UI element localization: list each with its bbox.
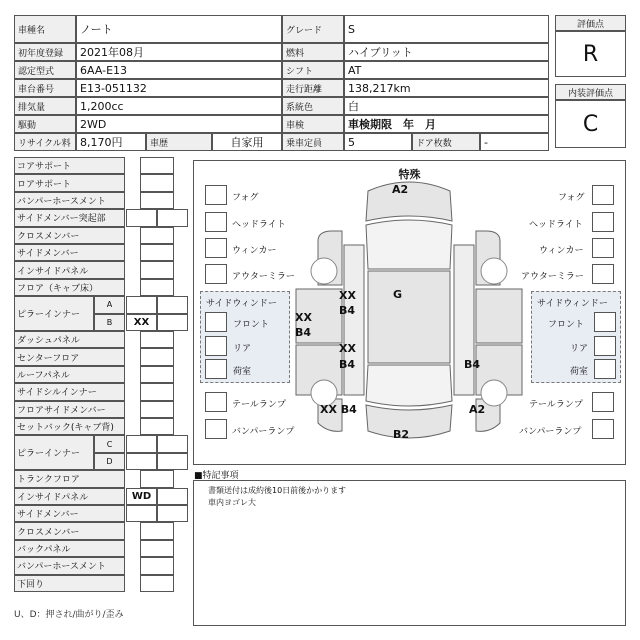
notes-title: ■特記事項: [194, 471, 239, 481]
grade-label: グレード: [282, 15, 344, 43]
drive-value: 2WD: [76, 115, 282, 133]
frame-a-label-7: フロア（キャブ床）: [14, 279, 125, 296]
frame-a-box-1[interactable]: [140, 174, 174, 191]
mileage-value: 138,217km: [344, 79, 549, 97]
recycle-value: 8,170円: [76, 133, 146, 151]
frame-c-label-1: インサイドパネル: [14, 488, 125, 505]
mark-left-fender-xx: XX: [339, 289, 356, 302]
frame-b-label-2: ルーフパネル: [14, 366, 125, 383]
frame-c-box-6[interactable]: [140, 575, 174, 592]
pillar-cd-box-l-1[interactable]: [126, 453, 157, 470]
left-window-rear-label: リア: [233, 344, 252, 354]
drive-label: 駆動: [14, 115, 76, 133]
frame-b-label-3: サイドシルインナー: [14, 383, 125, 400]
frame-b-box-3[interactable]: [140, 383, 174, 400]
frame-a-label-4: クロスメンバー: [14, 227, 125, 244]
right-front-door: [476, 289, 522, 343]
pillar-ab-mark: XX: [133, 316, 150, 328]
doors-label: ドア枚数: [412, 133, 480, 151]
frame-b-box-5[interactable]: [140, 418, 174, 435]
car-type-value: ノート: [76, 15, 282, 43]
right-winker-label: ウィンカー: [539, 246, 584, 256]
shift-label: シフト: [282, 61, 344, 79]
score-label: 評価点: [555, 15, 626, 31]
first-reg-label: 初年度登録: [14, 43, 76, 61]
pillar-cd-sub-1: D: [94, 453, 125, 470]
frame-b-box-2[interactable]: [140, 366, 174, 383]
left-winker-label: ウィンカー: [232, 246, 277, 256]
left-tail-lamp-label: テールランプ: [232, 400, 286, 410]
right-headlight-check[interactable]: [592, 212, 614, 232]
pillar-cd-box-r-0[interactable]: [157, 435, 188, 452]
car-diagram-panel: [193, 160, 626, 465]
left-bumper-lamp-check[interactable]: [205, 419, 227, 439]
model-label: 認定型式: [14, 61, 76, 79]
displacement-value: 1,200cc: [76, 97, 282, 115]
left-tail-lamp-check[interactable]: [205, 392, 227, 412]
frame-b-label-5: セットバック(キャブ背): [14, 418, 125, 435]
left-side-window-title: サイドウィンドー: [206, 299, 277, 309]
pillar-ab-box-r-0[interactable]: [157, 296, 188, 313]
fuel-label: 燃料: [282, 43, 344, 61]
left-bumper-lamp-label: バンパーランプ: [232, 427, 295, 437]
left-side-strip: [344, 245, 364, 395]
color-label: 系統色: [282, 97, 344, 115]
right-window-front-check[interactable]: [594, 312, 616, 332]
left-fog-label: フォグ: [232, 193, 259, 203]
left-winker-check[interactable]: [205, 238, 227, 258]
left-headlight-label: ヘッドライト: [232, 220, 286, 230]
left-front-wheel: [311, 258, 337, 284]
right-side-strip: [454, 245, 474, 395]
capacity-label: 乗車定員: [282, 133, 344, 151]
mark-left-fender-b4: B4: [339, 304, 356, 317]
left-window-cargo-label: 荷室: [233, 367, 252, 377]
frame-a-box-5[interactable]: [140, 244, 174, 261]
frame-c-box-3[interactable]: [140, 522, 174, 539]
right-tail-lamp-check[interactable]: [592, 392, 614, 412]
frame-b-box-1[interactable]: [140, 348, 174, 365]
hood-panel: [366, 182, 452, 221]
frame-c-box-r-1[interactable]: [157, 488, 188, 505]
chassis-label: 車台番号: [14, 79, 76, 97]
right-window-rear-check[interactable]: [594, 336, 616, 356]
right-window-rear-label: リア: [570, 344, 589, 354]
left-window-rear-check[interactable]: [205, 336, 227, 356]
right-fog-label: フォグ: [558, 193, 585, 203]
score-value: R: [555, 31, 626, 77]
pillar-cd-label: ピラーインナー: [14, 435, 94, 470]
car-type-label: 車種名: [14, 15, 76, 43]
notes-box: [193, 480, 626, 626]
frame-c-box-4[interactable]: [140, 540, 174, 557]
right-tail-lamp-label: テールランプ: [529, 400, 583, 410]
frame-b-box-0[interactable]: [140, 331, 174, 348]
notes-line-2: 車内ヨゴレ大: [208, 498, 256, 507]
frame-a-box-6[interactable]: [140, 261, 174, 278]
car-silhouette: [284, 175, 534, 465]
frame-a-box-0[interactable]: [140, 157, 174, 174]
pillar-ab-box-l-0[interactable]: [126, 296, 157, 313]
frame-a-label-2: バンパーホースメント: [14, 192, 125, 209]
diagram-title: 特殊: [398, 168, 421, 181]
first-reg-value: 2021年08月: [76, 43, 282, 61]
frame-c-box-0[interactable]: [140, 470, 174, 487]
left-window-front-check[interactable]: [205, 312, 227, 332]
interior-score-value: C: [555, 100, 626, 148]
frame-b-label-0: ダッシュパネル: [14, 331, 125, 348]
inside-panel-mark: WD: [131, 490, 152, 502]
pillar-cd-box-l-0[interactable]: [126, 435, 157, 452]
displacement-label: 排気量: [14, 97, 76, 115]
history-label: 車歴: [146, 133, 212, 151]
grade-value: S: [344, 15, 549, 43]
legend-text: U、D：押され/曲がり/歪み: [14, 610, 124, 620]
frame-c-label-5: バンパーホースメント: [14, 557, 125, 574]
mark-left-front-door-b4: B4: [295, 326, 312, 339]
frame-c-label-4: バックパネル: [14, 540, 125, 557]
frame-c-label-3: クロスメンバー: [14, 522, 125, 539]
rear-glass: [366, 365, 452, 406]
pillar-ab-sub-0: A: [94, 296, 125, 313]
pillar-ab-sub-1: B: [94, 314, 125, 331]
right-window-cargo-check[interactable]: [594, 359, 616, 379]
mark-rear: B2: [393, 428, 410, 441]
right-bumper-lamp-label: バンパーランプ: [519, 427, 582, 437]
mileage-label: 走行距離: [282, 79, 344, 97]
right-side-window-title: サイドウィンドー: [537, 299, 608, 309]
left-fog-check[interactable]: [205, 185, 227, 205]
mark-right-rear-b4: B4: [464, 358, 481, 371]
frame-a-box-2[interactable]: [140, 192, 174, 209]
right-side-window-group: [531, 291, 621, 383]
left-window-front-label: フロント: [233, 320, 270, 330]
inspection-label: 車検: [282, 115, 344, 133]
right-mirror-check[interactable]: [592, 264, 614, 284]
pillar-cd-sub-0: C: [94, 435, 125, 452]
shift-value: AT: [344, 61, 549, 79]
mark-right-quarter: A2: [469, 403, 486, 416]
frame-a-box-4[interactable]: [140, 227, 174, 244]
frame-a-box-r-3[interactable]: [157, 209, 188, 226]
right-window-front-label: フロント: [548, 320, 585, 330]
frame-b-box-4[interactable]: [140, 401, 174, 418]
mark-left-rear-xx: XX: [339, 342, 356, 355]
notes-line-1: 書類送付は成約後10日前後かかります: [208, 486, 347, 495]
right-fog-check[interactable]: [592, 185, 614, 205]
recycle-label: リサイクル料: [14, 133, 76, 151]
frame-a-label-6: インサイドパネル: [14, 261, 125, 278]
frame-c-label-2: サイドメンバー: [14, 505, 125, 522]
frame-a-label-5: サイドメンバー: [14, 244, 125, 261]
left-headlight-check[interactable]: [205, 212, 227, 232]
mark-left-front-door-xx: XX: [295, 311, 312, 324]
left-mirror-check[interactable]: [205, 264, 227, 284]
pillar-ab-box-r-1[interactable]: [157, 314, 188, 331]
right-mirror-label: アウターミラー: [521, 272, 584, 282]
right-front-wheel: [481, 258, 507, 284]
interior-score-label: 内装評価点: [555, 84, 626, 100]
right-headlight-label: ヘッドライト: [529, 220, 583, 230]
mark-left-quarter: XX B4: [320, 403, 357, 416]
frame-a-label-3: サイドメンバー突起部: [14, 209, 125, 226]
mark-hood: A2: [392, 183, 409, 196]
frame-b-label-4: フロアサイドメンバー: [14, 401, 125, 418]
inspection-value: 車検期限 年 月: [344, 115, 549, 133]
right-winker-check[interactable]: [592, 238, 614, 258]
color-value: 白: [344, 97, 549, 115]
mark-left-rear-b4: B4: [339, 358, 356, 371]
frame-c-box-5[interactable]: [140, 557, 174, 574]
right-window-cargo-label: 荷室: [570, 367, 589, 377]
frame-c-box-r-2[interactable]: [157, 505, 188, 522]
frame-c-label-6: 下回り: [14, 575, 125, 592]
frame-a-label-1: ロアサポート: [14, 174, 125, 191]
model-value: 6AA-E13: [76, 61, 282, 79]
frame-b-label-1: センターフロア: [14, 348, 125, 365]
left-window-cargo-check[interactable]: [205, 359, 227, 379]
doors-value: -: [480, 133, 549, 151]
left-side-window-group: [200, 291, 290, 383]
capacity-value: 5: [344, 133, 412, 151]
chassis-value: E13-051132: [76, 79, 282, 97]
mark-roof: G: [393, 288, 403, 301]
frame-a-box-7[interactable]: [140, 279, 174, 296]
pillar-ab-box-l-1[interactable]: [126, 314, 157, 331]
frame-a-label-0: コアサポート: [14, 157, 125, 174]
fuel-value: ハイブリット: [344, 43, 549, 61]
windshield: [366, 220, 452, 269]
left-mirror-label: アウターミラー: [232, 272, 295, 282]
frame-a-box-l-3[interactable]: [126, 209, 157, 226]
frame-c-box-l-1[interactable]: [126, 488, 157, 505]
pillar-cd-box-r-1[interactable]: [157, 453, 188, 470]
pillar-ab-label: ピラーインナー: [14, 296, 94, 331]
frame-c-label-0: トランクフロア: [14, 470, 125, 487]
roof-panel: [368, 271, 450, 363]
frame-c-box-l-2[interactable]: [126, 505, 157, 522]
history-value: 自家用: [212, 133, 282, 151]
right-bumper-lamp-check[interactable]: [592, 419, 614, 439]
